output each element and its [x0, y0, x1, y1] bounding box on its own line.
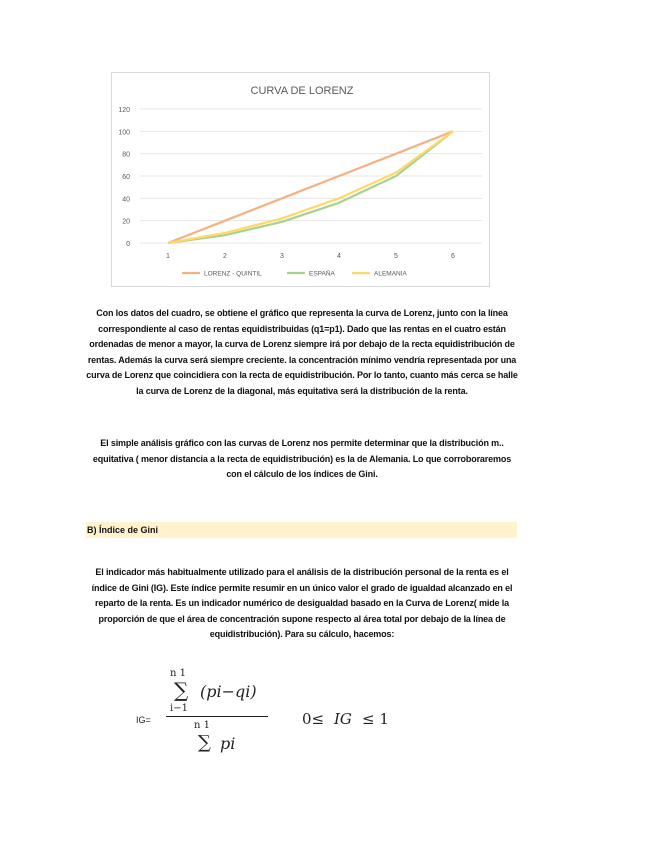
- paragraph-lorenz-explanation: Con los datos del cuadro, se obtiene el gráfico que representa la curva de Lorenz, junto con la línea correspondiente al caso de rentas equidistribuidas (q1=p1). Dado que las rentas en el cuatro están ordenadas de menor a mayor, la curva de Lorenz siempre irá por debajo de la recta equidistribución de rentas. Además la curva será siempre creciente. la concentración mínimo vendría representada por una curva de Lorenz que coincidiera con la recta de equidistribución. Por lo tanto, cuanto más cerca se halle la curva de Lorenz de la diagonal, más equitativa será la distribución de la renta.: [86, 308, 518, 396]
- legend-label: ALEMANIA: [374, 270, 407, 278]
- y-tick-label: 20: [122, 218, 130, 226]
- formula-lower-limit: i−1: [170, 703, 188, 714]
- formula-denominator: pi: [220, 734, 236, 753]
- formula-range-high: ≤ 1: [362, 710, 389, 728]
- x-tick-label: 2: [223, 253, 227, 260]
- x-axis-ticks: [166, 253, 455, 260]
- x-tick-label: 4: [337, 253, 341, 260]
- y-tick-label: 60: [122, 174, 130, 181]
- formula-sum-top: ∑: [174, 678, 189, 702]
- formula-sum-bottom: ∑: [198, 732, 211, 753]
- paragraph-gini-definition: El indicador más habitualmente utilizado para el análisis de la distribución personal de la renta es el índice de Gini (IG). Este índice permite resumir en un único valor el grado de igualdad alcanzado en el reparto de la renta. Es un indicador numérico de desigualdad basado en la Curva de Lorenz( mide la proporción de que el área de concentración supone respecto al área total por debajo de la línea de equidistribución). Para su cálculo, hacemos:: [91, 567, 513, 639]
- formula-numerator: (pi−qi): [200, 682, 257, 701]
- chart-gridlines: [140, 109, 482, 243]
- y-tick-label: 0: [126, 241, 130, 248]
- gini-formula: [136, 668, 426, 758]
- legend-label: ESPAÑA: [309, 270, 335, 278]
- series-line: [168, 131, 453, 243]
- y-tick-label: 40: [122, 196, 130, 204]
- y-tick-label: 120: [118, 107, 130, 114]
- fraction-bar: [166, 716, 268, 717]
- chart-series: [168, 131, 453, 243]
- y-tick-label: 100: [118, 129, 130, 137]
- formula-upper-limit-bottom: n 1: [194, 720, 210, 731]
- chart-legend: [182, 269, 408, 278]
- paragraph-analysis: El simple análisis gráfico con las curvas de Lorenz nos permite determinar que la distribución m.. equitativa ( menor distancia a la recta de equidistribución) es la de Alemania. Lo que corroboraremos con el cálculo de los índices de Gini.: [92, 438, 512, 479]
- x-tick-label: 5: [394, 253, 398, 260]
- chart-title: CURVA DE LORENZ: [250, 85, 354, 97]
- legend-label: LORENZ - QUINTIL: [204, 270, 262, 278]
- section-header-gini: B) Índice de Gini: [86, 522, 517, 538]
- formula-upper-limit-top: n 1: [170, 668, 186, 679]
- chart-svg: [112, 73, 491, 288]
- x-tick-label: 3: [280, 253, 284, 260]
- x-tick-label: 6: [451, 253, 455, 260]
- formula-range-low: 0≤: [302, 710, 325, 728]
- lorenz-chart: [111, 72, 490, 287]
- formula-lhs: IG=: [136, 715, 151, 725]
- y-axis-ticks: [118, 107, 130, 248]
- x-tick-label: 1: [166, 253, 170, 260]
- formula-range-var: IG: [334, 710, 352, 728]
- y-tick-label: 80: [122, 151, 130, 159]
